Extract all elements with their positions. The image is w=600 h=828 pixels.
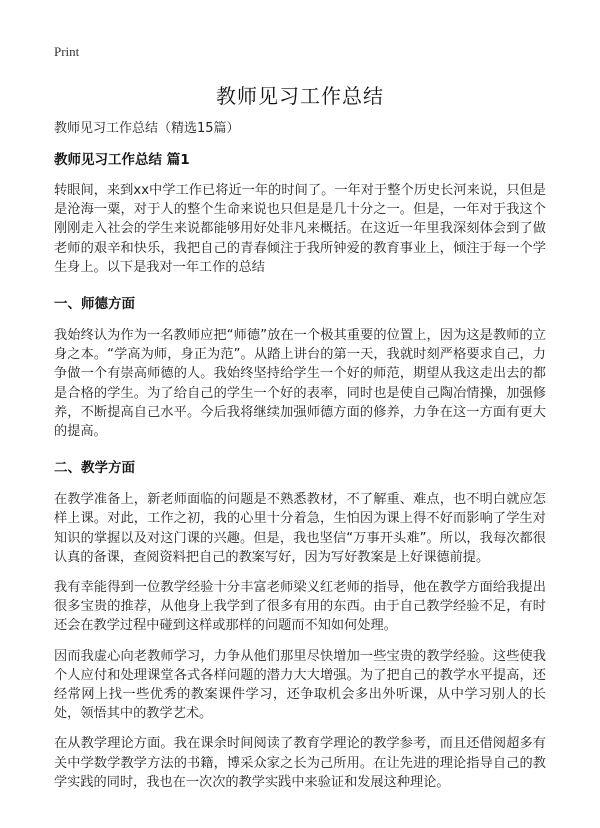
teaching-paragraph-3: 因而我虚心向老教师学习，力争从他们那里尽快增加一些宝贵的教学经验。这些使我个人应付和处理课堂各式各样问题的潜力大大增强。为了把自己的教学水平提高，还经常网上找一些优秀的教案课件学习，还争取机会多出外听课，从中学习别人的长处，领悟其中的教学艺术。 xyxy=(54,648,546,722)
heading-teaching: 二、教学方面 xyxy=(54,460,135,477)
ethics-paragraph: 我始终认为作为一名教师应把“师德”放在一个极其重要的位置上，因为这是教师的立身之本。“学高为师，身正为范”。从踏上讲台的第一天，我就时刻严格要求自己，力争做一个有崇高师德的人。我始终坚持给学生一个好的师范，期望从我这走出去的都是合格的学生。为了给自己的学生一个好的表率，同时也是使自己陶冶情操，加强修养，不断提高自己水平。今后我将继续加强师德方面的修养，力争在这一方面有更大的提高。 xyxy=(54,328,546,440)
intro-paragraph: 转眼间，来到xx中学工作已将近一年的时间了。一年对于整个历史长河来说，只但是是沧海一粟，对于人的整个生命来说也只但是是几十分之一。但是，一年对于我这个刚刚走入社会的学生来说都能够用好处非凡来概括。在这近一年里我深刻体会到了做老师的艰辛和快乐，我把自己的青春倾注于我所钟爱的教育事业上，倾注于每一个学生身上。以下是我对一年工作的总结 xyxy=(54,183,546,275)
heading-ethics: 一、师德方面 xyxy=(54,296,135,313)
teaching-paragraph-1: 在教学准备上，新老师面临的问题是不熟悉教材，不了解重、难点，也不明白就应怎样上课。对此，工作之初，我的心里十分着急，生怕因为课上得不好而影响了学生对知识的掌握以及对这门课的兴趣。但是，我也坚信“万事开头难”。所以，我每次都很认真的备课，查阅资料把自己的教案写好，因为写好教案是上好课德前提。 xyxy=(54,492,546,565)
document-body xyxy=(54,120,546,803)
document-subtitle: 教师见习工作总结（精选15篇） xyxy=(54,121,240,136)
teaching-paragraph-2: 我有幸能得到一位教学经验十分丰富老师梁义红老师的指导，他在教学方面给我提出很多宝贵的推荐，从他身上我学到了很多有用的东西。由于自己教学经验不足，有时还会在教学过程中碰到这样或那样的问题而不知如何处理。 xyxy=(54,580,546,634)
teaching-paragraph-4: 在从教学理论方面。我在课余时间阅读了教育学理论的教学参考，而且还借阅超多有关中学数学教学方法的书籍，博采众家之长为己所用。在让先进的理论指导自己的教学实践的同时，我也在一次次的教学实践中来验证和发展这种理论。 xyxy=(54,736,546,790)
page-title: 教师见习工作总结 xyxy=(216,84,384,108)
section-title: 教师见习工作总结 篇1 xyxy=(54,152,190,168)
print-label: Print xyxy=(54,44,80,59)
